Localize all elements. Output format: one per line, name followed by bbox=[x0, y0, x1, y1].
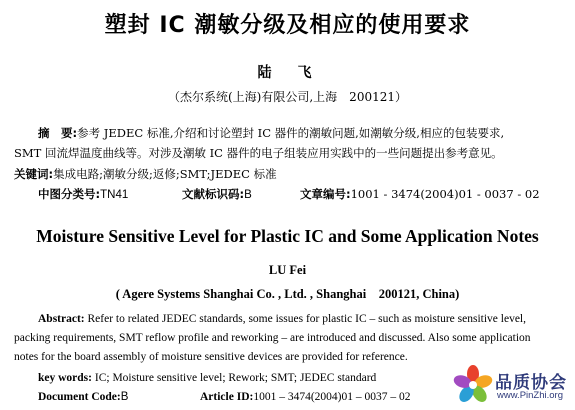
english-keywords-text: IC; Moisture sensitive level; Rework; SMT; JEDEC standard bbox=[92, 372, 377, 384]
english-title: Moisture Sensitive Level for Plastic IC and Some Application Notes bbox=[36, 226, 539, 246]
english-abstract-line-1 bbox=[38, 313, 526, 325]
chinese-abstract-line-2: SMT 回流焊温度曲线等。对涉及潮敏 IC 器件的电子组装应用实践中的一些问题提出参考意见。 bbox=[14, 146, 503, 160]
clc-value: TN41 bbox=[100, 189, 129, 201]
english-abstract-text-1: Refer to related JEDEC standards, some issues for plastic IC – such as moisture sensitive level, bbox=[84, 313, 526, 325]
watermark-url: www.PinZhi.org bbox=[497, 390, 563, 401]
english-article-id-value: 1001 – 3474(2004)01 – 0037 – 02 bbox=[253, 391, 411, 403]
watermark-name: 品质协会 bbox=[495, 373, 567, 393]
flower-logo-icon bbox=[451, 364, 495, 406]
english-abstract-label: Abstract: bbox=[38, 313, 85, 325]
english-doc-code-value: B bbox=[120, 391, 129, 403]
chinese-affiliation: （杰尔系统(上海)有限公司,上海 200121） bbox=[168, 90, 407, 104]
article-no-value: 1001 - 3474(2004)01 - 0037 - 02 bbox=[350, 187, 540, 201]
english-doc-code-label: Document Code: bbox=[38, 391, 121, 403]
chinese-abstract-text-1: 参考 JEDEC 标准,介绍和讨论塑封 IC 器件的潮敏问题,如潮敏分级,相应的包装要求, bbox=[77, 126, 505, 140]
chinese-abstract-label: 摘 要: bbox=[38, 126, 78, 140]
english-abstract-line-2: packing requirements, SMT reflow profile and reworking – are introduced and discussed. Also some application bbox=[14, 332, 531, 344]
chinese-doc-code bbox=[182, 186, 252, 202]
english-keywords-label: key words: bbox=[38, 372, 92, 384]
english-article-id bbox=[200, 391, 411, 403]
chinese-article-no bbox=[300, 186, 540, 202]
clc-label: 中图分类号: bbox=[38, 187, 101, 201]
chinese-title: 塑封 IC 潮敏分级及相应的使用要求 bbox=[104, 13, 471, 38]
chinese-clc bbox=[38, 186, 128, 202]
english-abstract-line-3: notes for the board assembly of moisture sensitive devices are provided for reference. bbox=[14, 351, 408, 363]
english-keywords bbox=[38, 372, 376, 384]
article-no-label: 文章编号: bbox=[300, 187, 351, 201]
chinese-abstract-line-1 bbox=[38, 125, 504, 141]
english-doc-code bbox=[38, 391, 128, 403]
watermark-logo bbox=[451, 364, 569, 406]
chinese-keywords-text: 集成电路;潮敏分级;返修;SMT;JEDEC 标准 bbox=[53, 167, 277, 181]
english-author: LU Fei bbox=[268, 263, 307, 277]
doc-code-label: 文献标识码: bbox=[182, 187, 245, 201]
english-affiliation: ( Agere Systems Shanghai Co. , Ltd. , Shanghai 200121, China) bbox=[115, 287, 460, 301]
chinese-author: 陆 飞 bbox=[257, 65, 318, 81]
chinese-keywords-label: 关键词: bbox=[14, 167, 54, 181]
chinese-keywords bbox=[14, 166, 277, 182]
doc-code-value: B bbox=[244, 189, 252, 201]
english-article-id-label: Article ID: bbox=[200, 391, 254, 403]
